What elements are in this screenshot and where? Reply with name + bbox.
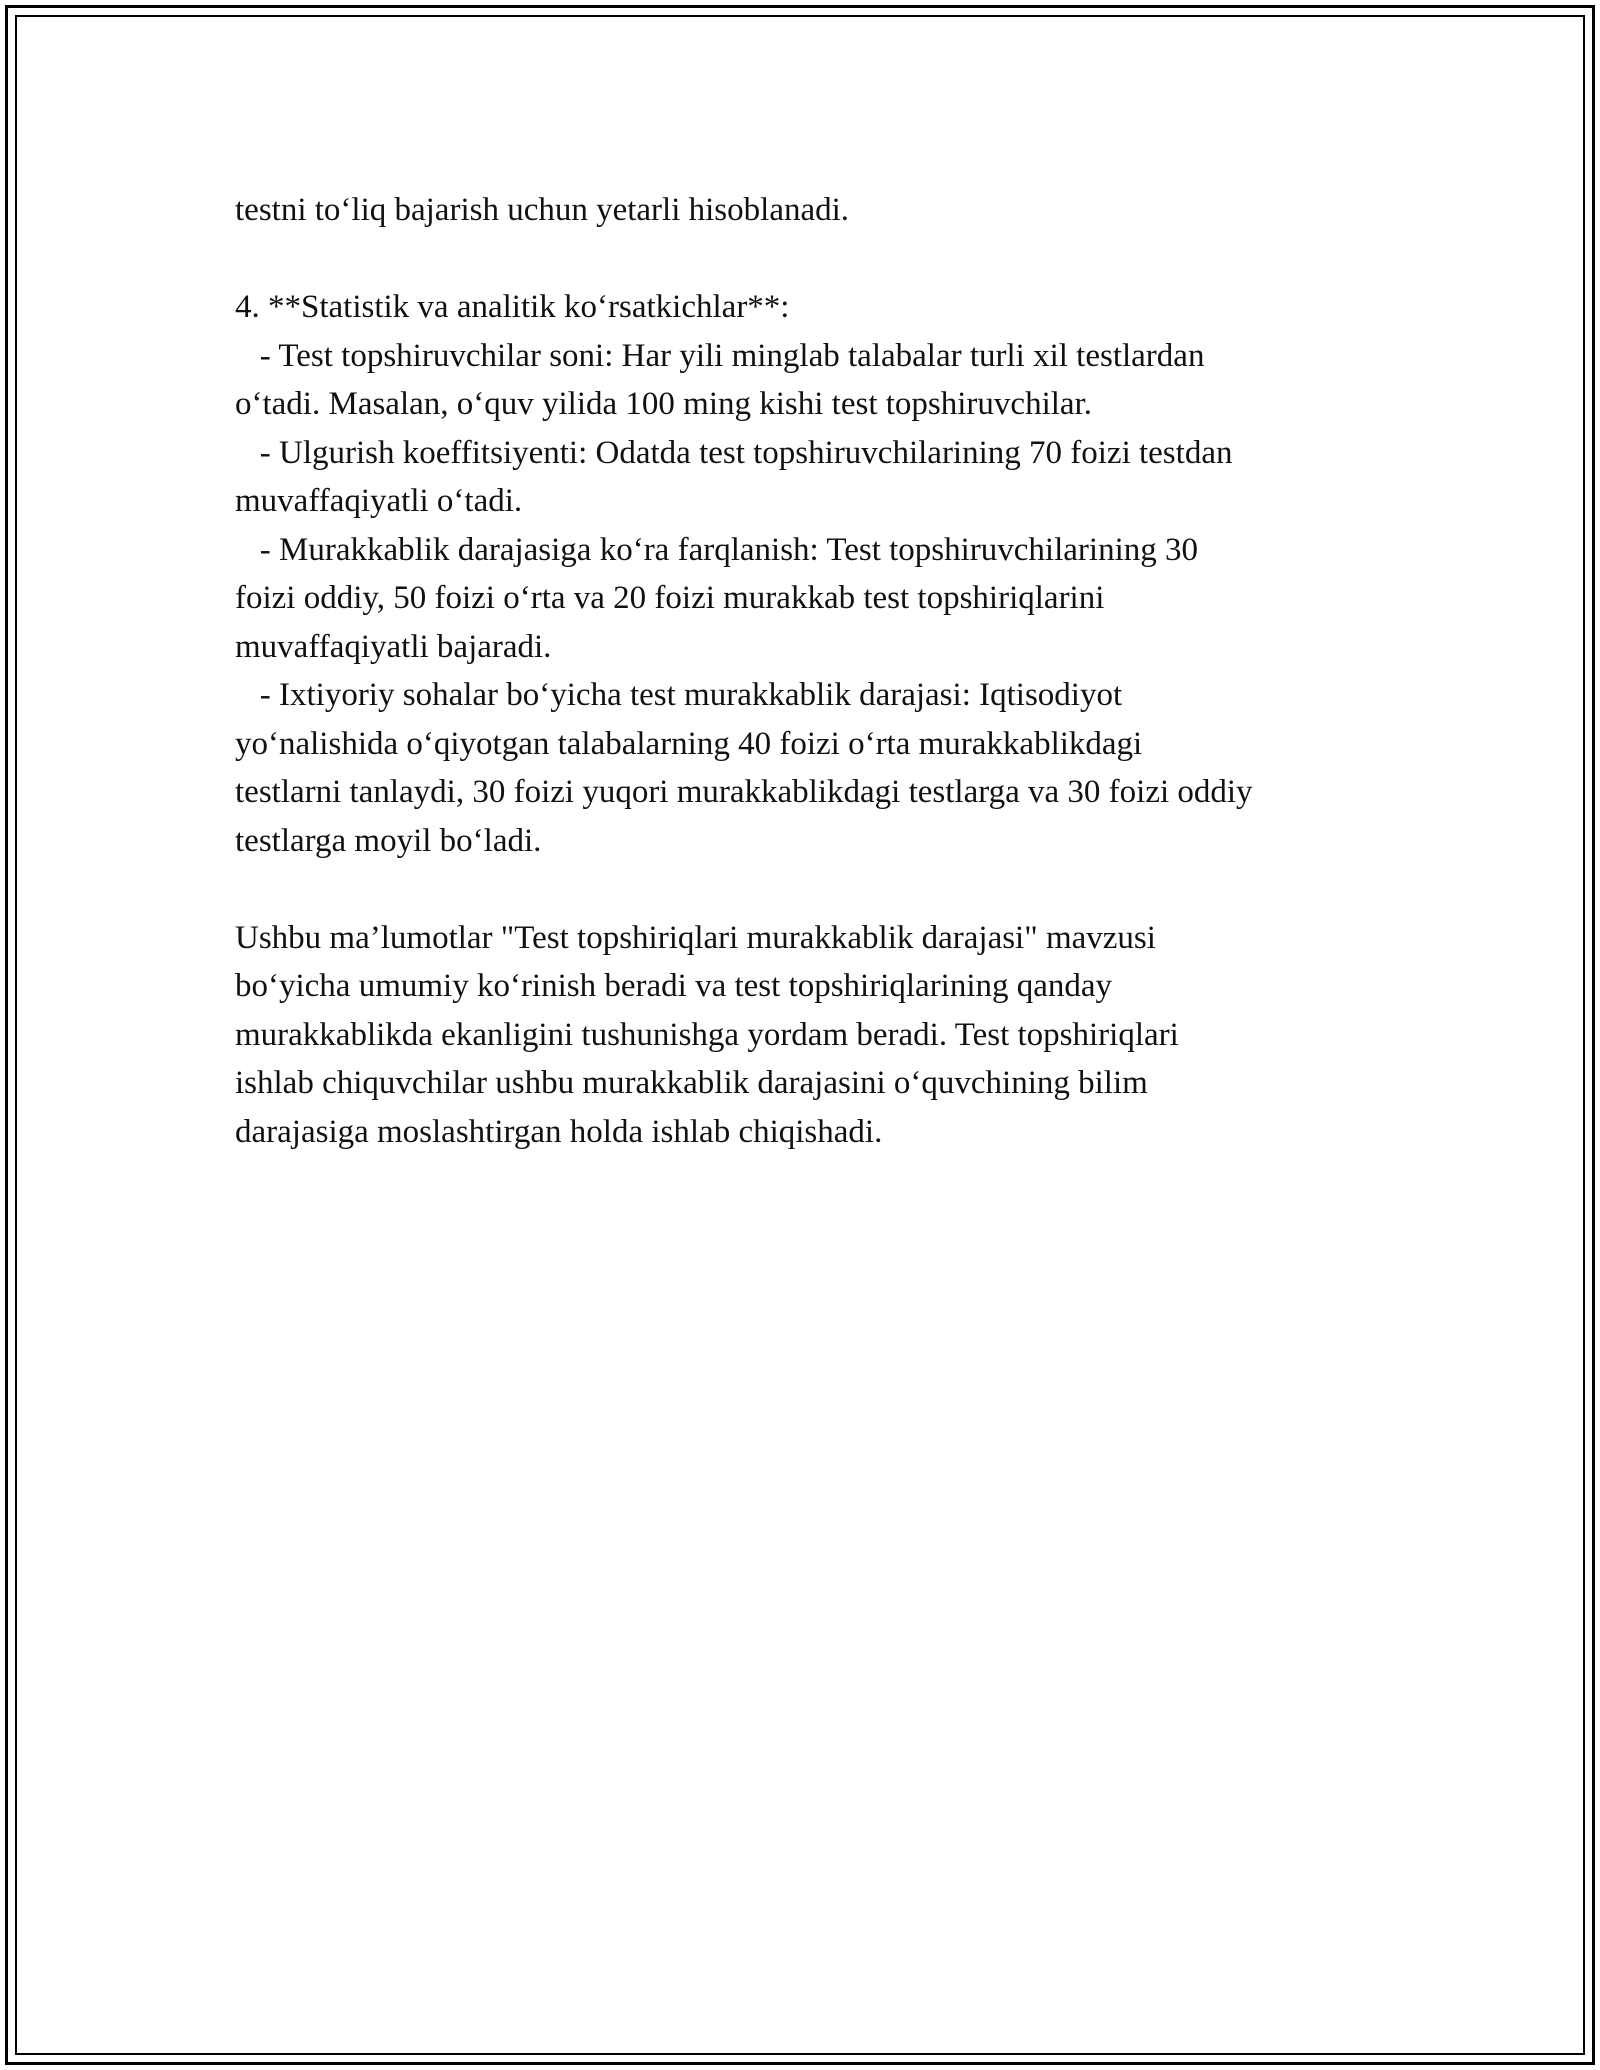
text-line: - Murakkablik darajasiga ko‘ra farqlanish: Test topshiruvchilarining 30 [235,531,1198,568]
continuation-paragraph [235,186,1395,235]
text-line: testlarga moyil bo‘ladi. [235,822,542,859]
text-line: murakkablikda ekanligini tushunishga yordam beradi. Test topshiriqlari [235,1016,1179,1053]
text-line: Ushbu ma’lumotlar "Test topshiriqlari murakkablik darajasi" mavzusi [235,919,1156,956]
text-line: testlarni tanlaydi, 30 foizi yuqori murakkablikdagi testlarga va 30 foizi oddiy [235,774,1253,810]
conclusion-paragraph [235,914,1395,1157]
text-line: bo‘yicha umumiy ko‘rinish beradi va test topshiriqlarining qanday [235,968,1113,1004]
text-line: - Ixtiyoriy sohalar bo‘yicha test murakkablik darajasi: Iqtisodiyot [235,677,1123,713]
section-statistics [235,283,1395,865]
text-line: - Test topshiruvchilar soni: Har yili minglab talabalar turli xil testlardan [235,337,1205,374]
paragraph-gap [235,865,1395,914]
text-line: ishlab chiquvchilar ushbu murakkablik darajasini o‘quvchining bilim [235,1065,1148,1101]
text-line: darajasiga moslashtirgan holda ishlab chiqishadi. [235,1113,883,1150]
document-body [235,186,1395,1156]
text-line: muvaffaqiyatli bajaradi. [235,628,552,665]
section-heading: 4. **Statistik va analitik ko‘rsatkichlar**: [235,289,790,325]
text-line: o‘tadi. Masalan, o‘quv yilida 100 ming kishi test topshiruvchilar. [235,386,1092,422]
paragraph-gap [235,235,1395,284]
text-line: yo‘nalishida o‘qiyotgan talabalarning 40 foizi o‘rta murakkablikdagi [235,725,1143,762]
text-line: - Ulgurish koeffitsiyenti: Odatda test topshiruvchilarining 70 foizi testdan [235,434,1233,471]
text-line: foizi oddiy, 50 foizi o‘rta va 20 foizi murakkab test topshiriqlarini [235,580,1105,616]
text-line: muvaffaqiyatli o‘tadi. [235,483,523,519]
text-line: testni to‘liq bajarish uchun yetarli hisoblanadi. [235,192,850,228]
